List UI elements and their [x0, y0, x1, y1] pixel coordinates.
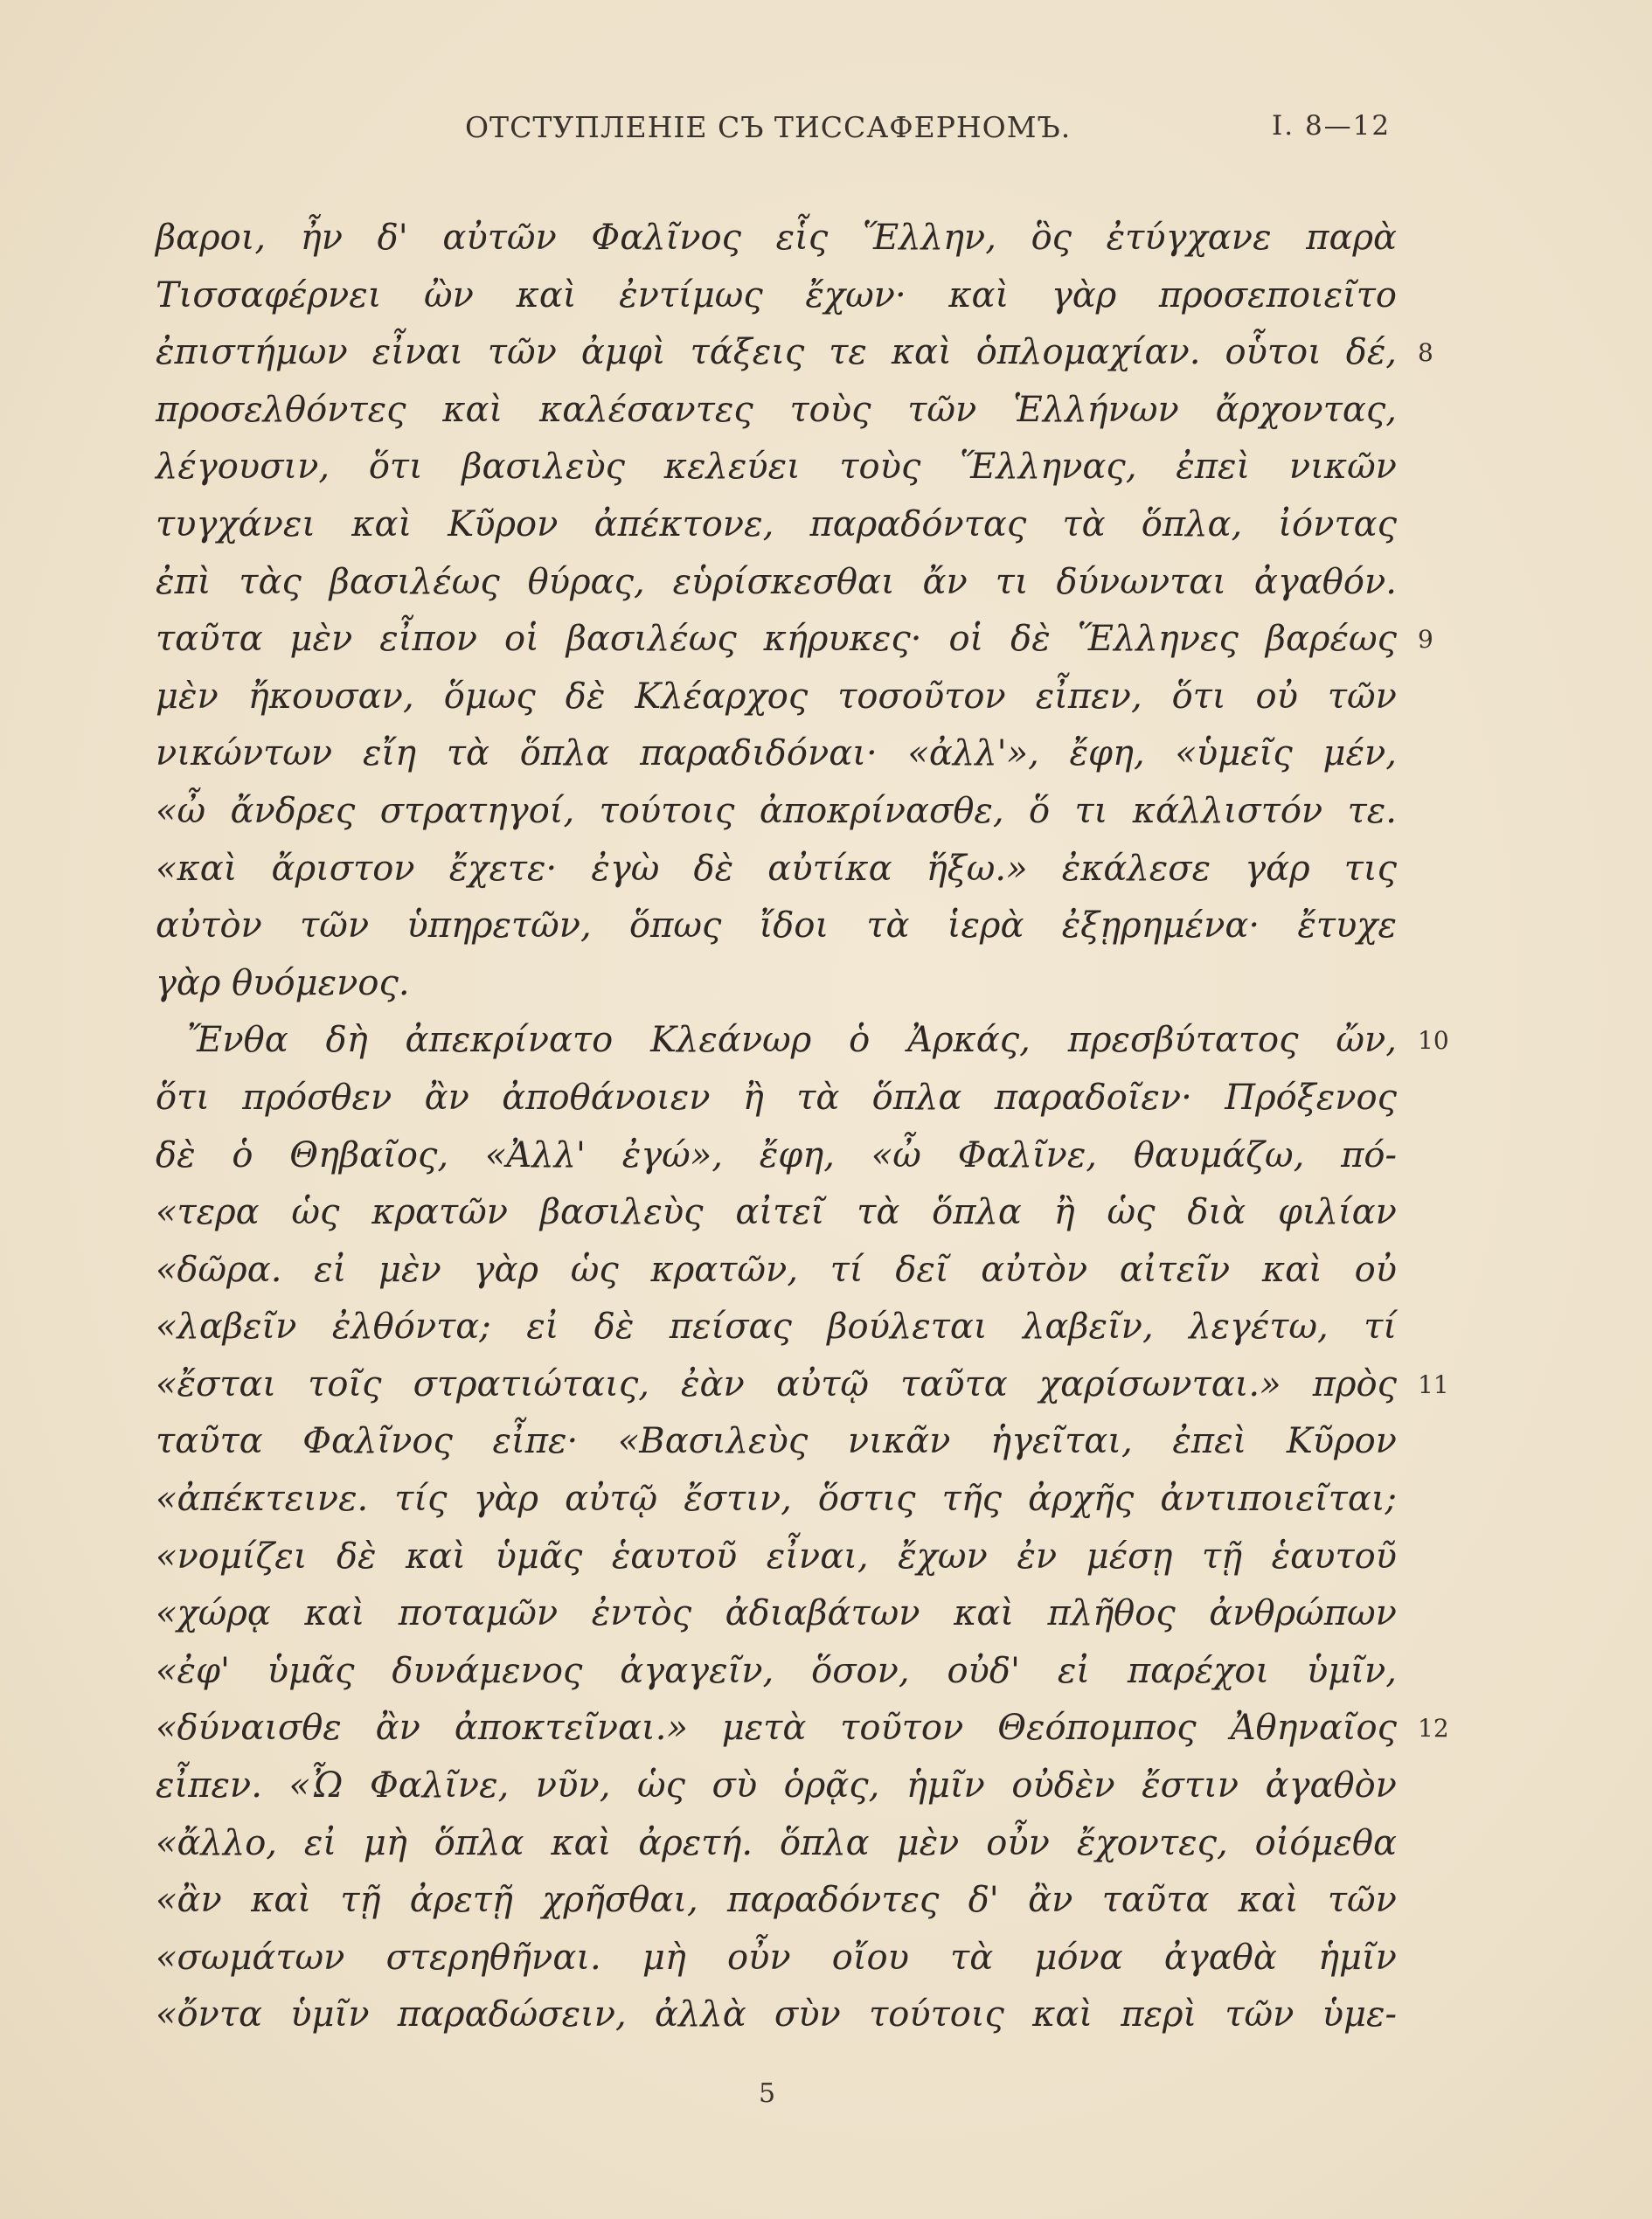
text-line-content: μὲν ἤκουσαν, ὅμως δὲ Κλέαρχος τοσοῦτον εἶπεν, ὅτι οὐ τῶν [156, 676, 1397, 717]
text-line [156, 725, 1397, 783]
text-line-content: δὲ ὁ Θηβαῖος, «Ἀλλ' ἐγώ», ἔφη, «ὦ Φαλῖνε, θαυμάζω, πό- [156, 1134, 1397, 1175]
text-line [156, 783, 1397, 841]
text-line-content: Ἔνθα δὴ ἀπεκρίνατο Κλεάνωρ ὁ Ἀρκάς, πρεσβύτατος ὤν, [187, 1020, 1397, 1061]
running-head [0, 103, 1652, 156]
text-line-content: Τισσαφέρνει ὢν καὶ ἐντίμως ἔχων· καὶ γὰρ προσεποιεῖτο [156, 274, 1397, 316]
text-line [156, 1242, 1397, 1300]
page-number: 5 [759, 2078, 776, 2109]
text-line-content: «ἄλλο, εἰ μὴ ὅπλα καὶ ἀρετή. ὅπλα μὲν οὖν ἔχοντες, οἰόμεθα [156, 1822, 1397, 1863]
text-line-content: «ἔσται τοῖς στρατιώταις, ἐὰν αὐτῷ ταῦτα χαρίσωνται.» πρὸς [156, 1363, 1397, 1404]
text-line-content: «ἐφ' ὑμᾶς δυνάμενος ἀγαγεῖν, ὅσον, οὐδ' εἰ παρέχοι ὑμῖν, [156, 1650, 1397, 1691]
text-line [156, 1127, 1397, 1185]
text-line [156, 669, 1397, 726]
text-line [156, 955, 1397, 1013]
text-line [156, 1758, 1397, 1815]
text-line-content: «ὦ ἄνδρες στρατηγοί, τούτοις ἀποκρίνασθε, ὅ τι κάλλιστόν τε. [156, 790, 1397, 831]
text-line [156, 1184, 1397, 1242]
text-line [156, 1299, 1397, 1356]
text-line [156, 841, 1397, 898]
text-line [156, 554, 1397, 612]
text-line-content: ταῦτα Φαλῖνος εἶπε· «Βασιλεὺς νικᾶν ἡγεῖται, ἐπεὶ Κῦρον [156, 1421, 1397, 1462]
text-line [156, 439, 1397, 496]
text-line-content: αὐτὸν τῶν ὑπηρετῶν, ὅπως ἴδοι τὰ ἱερὰ ἐξῃρημένα· ἔτυχε [156, 905, 1397, 947]
text-line-content: «νομίζει δὲ καὶ ὑμᾶς ἑαυτοῦ εἶναι, ἔχων ἐν μέσῃ τῇ ἑαυτοῦ [156, 1536, 1397, 1577]
text-line-content: ταῦτα μὲν εἶπον οἱ βασιλέως κήρυκες· οἱ δὲ Ἕλληνες βαρέως [156, 619, 1397, 660]
text-line [156, 1815, 1397, 1873]
text-line-content: προσελθόντες καὶ καλέσαντες τοὺς τῶν Ἑλλήνων ἄρχοντας, [156, 389, 1397, 430]
text-line [156, 1356, 1449, 1414]
text-line-content: «δῶρα. εἰ μὲν γὰρ ὡς κρατῶν, τί δεῖ αὐτὸν αἰτεῖν καὶ οὐ [156, 1249, 1397, 1290]
text-line-content: γὰρ θυόμενος. [156, 962, 410, 1003]
text-line-content: τυγχάνει καὶ Κῦρον ἀπέκτονε, παραδόντας τὰ ὅπλα, ἰόντας [156, 503, 1397, 544]
section-number: 10 [1418, 1026, 1449, 1056]
text-line [156, 324, 1433, 382]
text-line [156, 496, 1397, 554]
text-line-content: «ἂν καὶ τῇ ἀρετῇ χρῆσθαι, παραδόντες δ' ἂν ταῦτα καὶ τῶν [156, 1880, 1397, 1921]
text-line [156, 1700, 1449, 1758]
text-line-content: ἐπὶ τὰς βασιλέως θύρας, εὑρίσκεσθαι ἄν τι δύνωνται ἀγαθόν. [156, 561, 1397, 602]
text-line-content: ἐπιστήμων εἶναι τῶν ἀμφὶ τάξεις τε καὶ ὁπλομαχίαν. οὗτοι δέ, [156, 332, 1397, 373]
text-line [156, 1070, 1397, 1127]
text-line-content: νικώντων εἴη τὰ ὅπλα παραδιδόναι· «ἀλλ'», ἔφη, «ὑμεῖς μέν, [156, 733, 1397, 774]
text-line-content: «ἀπέκτεινε. τίς γὰρ αὐτῷ ἔστιν, ὅστις τῆς ἀρχῆς ἀντιποιεῖται; [156, 1479, 1397, 1520]
section-number: 11 [1418, 1370, 1449, 1399]
text-line [156, 210, 1397, 267]
text-line [156, 1872, 1397, 1930]
text-line [156, 382, 1397, 440]
text-line-content: «τερα ὡς κρατῶν βασιλεὺς αἰτεῖ τὰ ὅπλα ἢ ὡς διὰ φιλίαν [156, 1192, 1397, 1233]
section-number: 8 [1418, 338, 1433, 368]
section-number: 9 [1418, 625, 1433, 655]
text-line-content: «ὄντα ὑμῖν παραδώσειν, ἀλλὰ σὺν τούτοις καὶ περὶ τῶν ὑμε- [156, 1994, 1397, 2035]
text-line [156, 1643, 1397, 1701]
text-line [156, 1529, 1397, 1586]
text-line-content: «σωμάτων στερηθῆναι. μὴ οὖν οἴου τὰ μόνα ἀγαθὰ ἡμῖν [156, 1937, 1397, 1978]
greek-text-block [156, 210, 1449, 2044]
text-line-content: «λαβεῖν ἐλθόντα; εἰ δὲ πείσας βούλεται λαβεῖν, λεγέτω, τί [156, 1307, 1397, 1348]
chapter-section-reference: I. 8—12 [1272, 110, 1392, 142]
text-line [156, 267, 1397, 325]
text-line [156, 1471, 1397, 1529]
section-number: 12 [1418, 1714, 1449, 1744]
text-line-content: εἶπεν. «Ὦ Φαλῖνε, νῦν, ὡς σὺ ὁρᾷς, ἡμῖν οὐδὲν ἔστιν ἀγαθὸν [156, 1765, 1397, 1806]
text-line-content: «χώρᾳ καὶ ποταμῶν ἐντὸς ἀδιαβάτων καὶ πλῆθος ἀνθρώπων [156, 1593, 1397, 1634]
text-line-content: ὅτι πρόσθεν ἂν ἀποθάνοιεν ἢ τὰ ὅπλα παραδοῖεν· Πρόξενος [156, 1077, 1397, 1118]
text-line [156, 611, 1433, 669]
text-line [156, 1585, 1397, 1643]
text-line-content: βαροι, ἦν δ' αὐτῶν Φαλῖνος εἷς Ἕλλην, ὃς ἐτύγχανε παρὰ [156, 218, 1397, 258]
text-line-content: «καὶ ἄριστον ἔχετε· ἐγὼ δὲ αὐτίκα ἥξω.» ἐκάλεσε γάρ τις [156, 848, 1397, 889]
text-line [156, 898, 1397, 955]
running-title: ОТСТУПЛЕНІЕ СЪ ТИССАФЕРНОМЪ. [465, 110, 1072, 144]
text-line [156, 1987, 1397, 2044]
text-line [156, 1930, 1397, 1987]
text-line-content: «δύναισθε ἂν ἀποκτεῖναι.» μετὰ τοῦτον Θεόπομπος Ἀθηναῖος [156, 1708, 1397, 1749]
text-line-content: λέγουσιν, ὅτι βασιλεὺς κελεύει τοὺς Ἕλληνας, ἐπεὶ νικῶν [156, 447, 1397, 488]
text-line [156, 1413, 1397, 1471]
text-line [156, 1012, 1449, 1070]
